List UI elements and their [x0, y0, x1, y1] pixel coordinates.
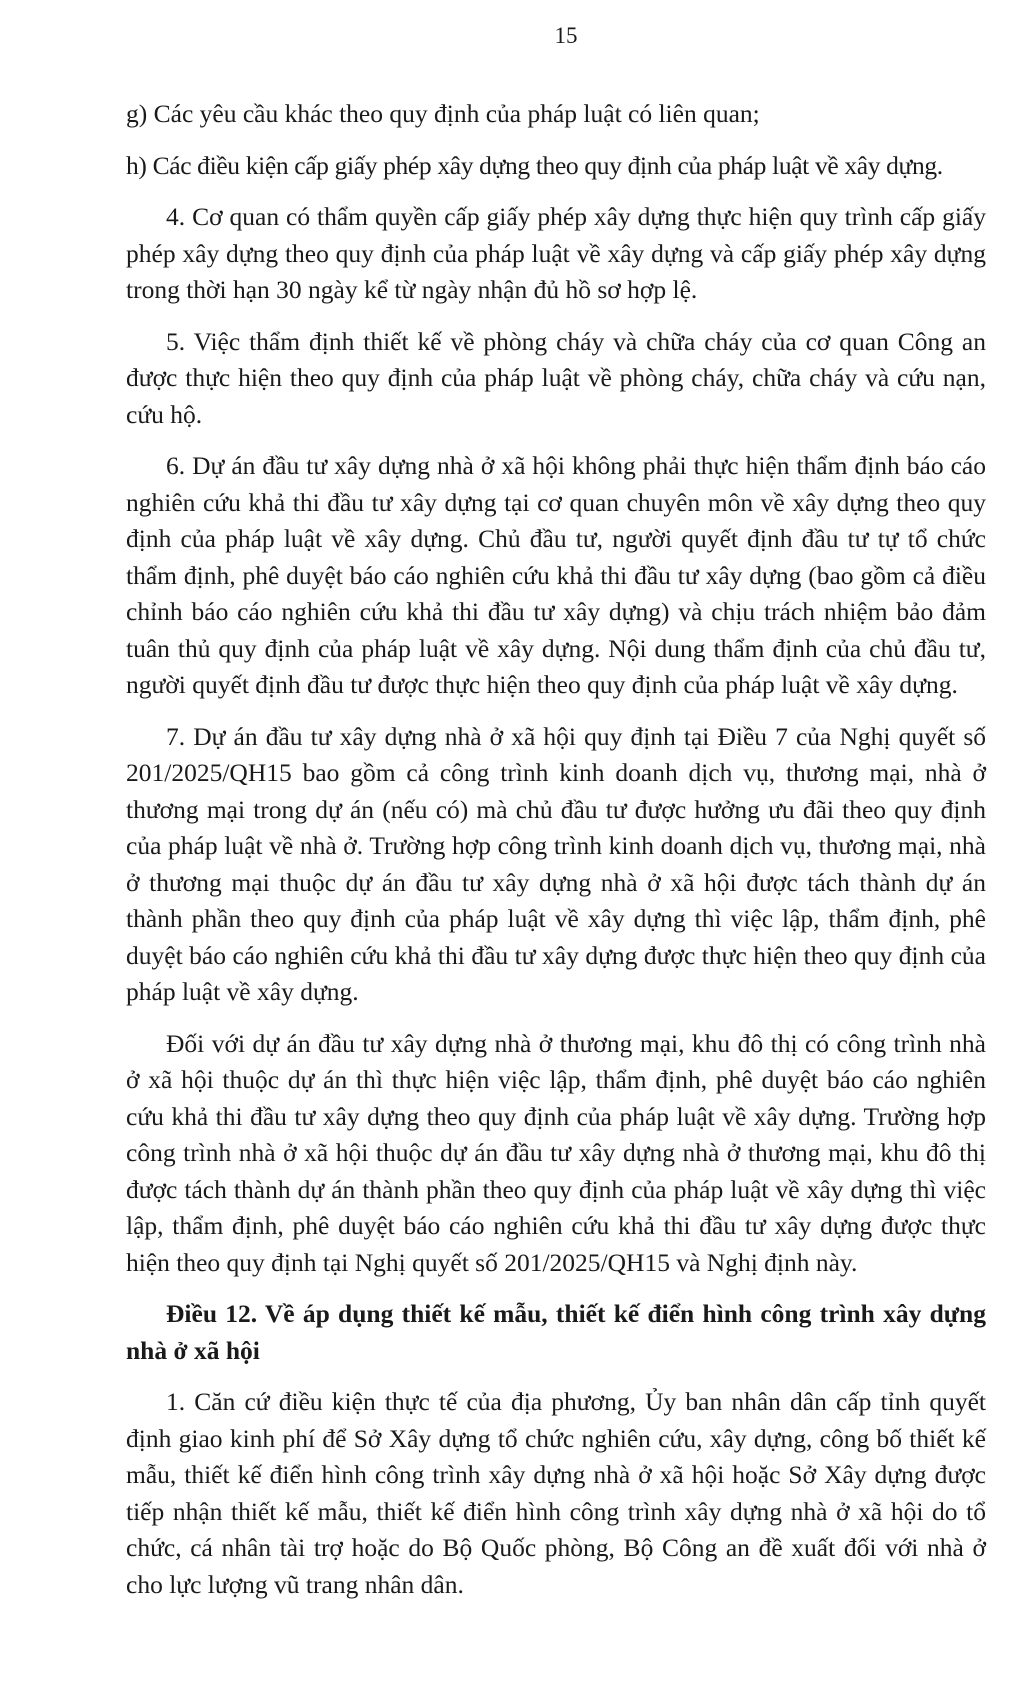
- paragraph-clause-4: 4. Cơ quan có thẩm quyền cấp giấy phép xây dựng thực hiện quy trình cấp giấy phép xây dựng theo quy định của pháp luật về xây dựng và cấp giấy phép xây dựng trong thời hạn 30 ngày kể từ ngày nhận đủ hồ sơ hợp lệ.: [126, 202, 986, 304]
- paragraph-item-g: g) Các yêu cầu khác theo quy định của pháp luật có liên quan;: [126, 99, 760, 128]
- article-12-heading: Điều 12. Về áp dụng thiết kế mẫu, thiết kế điển hình công trình xây dựng nhà ở xã hội: [126, 1299, 986, 1365]
- paragraph-clause-6: 6. Dự án đầu tư xây dựng nhà ở xã hội không phải thực hiện thẩm định báo cáo nghiên cứu khả thi đầu tư xây dựng tại cơ quan chuyên môn về xây dựng theo quy định của pháp luật về xây dựng. Chủ đầu tư, người quyết định đầu tư tự tổ chức thẩm định, phê duyệt báo cáo nghiên cứu khả thi đầu tư xây dựng (bao gồm cả điều chỉnh báo cáo nghiên cứu khả thi đầu tư xây dựng) và chịu trách nhiệm bảo đảm tuân thủ quy định của pháp luật về xây dựng. Nội dung thẩm định của chủ đầu tư, người quyết định đầu tư được thực hiện theo quy định của pháp luật về xây dựng.: [126, 451, 986, 699]
- paragraph-item-h: h) Các điều kiện cấp giấy phép xây dựng theo quy định của pháp luật về xây dựng.: [126, 150, 943, 180]
- paragraph-clause-7: 7. Dự án đầu tư xây dựng nhà ở xã hội quy định tại Điều 7 của Nghị quyết số 201/2025/QH15 bao gồm cả công trình kinh doanh dịch vụ, thương mại, nhà ở thương mại trong dự án (nếu có) mà chủ đầu tư được hưởng ưu đãi theo quy định của pháp luật về nhà ở. Trường hợp công trình kinh doanh dịch vụ, thương mại, nhà ở thương mại thuộc dự án đầu tư xây dựng nhà ở xã hội được tách thành dự án thành phần theo quy định của pháp luật về xây dựng thì việc lập, thẩm định, phê duyệt báo cáo nghiên cứu khả thi đầu tư xây dựng được thực hiện theo quy định của pháp luật về xây dựng.: [126, 721, 986, 1006]
- paragraph-clause-7-continued: Đối với dự án đầu tư xây dựng nhà ở thương mại, khu đô thị có công trình nhà ở xã hội thuộc dự án thì thực hiện việc lập, thẩm định, phê duyệt báo cáo nghiên cứu khả thi đầu tư xây dựng theo quy định của pháp luật về xây dựng. Trường hợp công trình nhà ở xã hội thuộc dự án đầu tư xây dựng nhà ở thương mại, khu đô thị được tách thành dự án thành phần theo quy định của pháp luật về xây dựng thì việc lập, thẩm định, phê duyệt báo cáo nghiên cứu khả thi đầu tư xây dựng được thực hiện theo quy định tại Nghị quyết số 201/2025/QH15 và Nghị định này.: [126, 1028, 986, 1277]
- page-number: 15: [554, 23, 578, 48]
- article-12-clause-1: 1. Căn cứ điều kiện thực tế của địa phương, Ủy ban nhân dân cấp tỉnh quyết định giao kinh phí để Sở Xây dựng tổ chức nghiên cứu, xây dựng, công bố thiết kế mẫu, thiết kế điển hình công trình xây dựng nhà ở xã hội hoặc Sở Xây dựng được tiếp nhận thiết kế mẫu, thiết kế điển hình công trình xây dựng nhà ở xã hội do tổ chức, cá nhân tài trợ hoặc do Bộ Quốc phòng, Bộ Công an đề xuất đối với nhà ở cho lực lượng vũ trang nhân dân.: [126, 1387, 986, 1599]
- paragraph-clause-5: 5. Việc thẩm định thiết kế về phòng cháy và chữa cháy của cơ quan Công an được thực hiện theo quy định của pháp luật về phòng cháy, chữa cháy và cứu nạn, cứu hộ.: [126, 326, 986, 429]
